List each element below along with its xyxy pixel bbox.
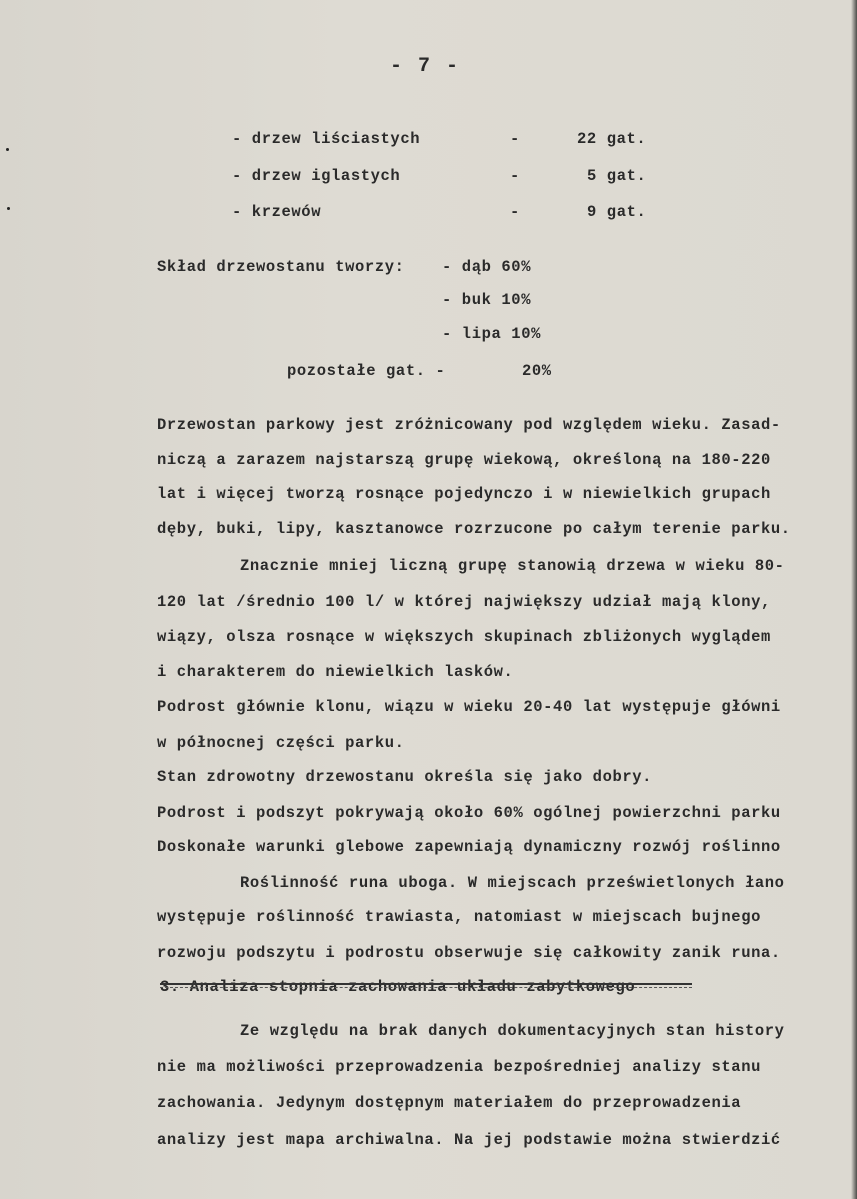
species-dash: - xyxy=(510,130,520,148)
heading-underline xyxy=(160,987,692,988)
body-line: lat i więcej tworzą rosnące pojedynczo i w niewielkich grupach xyxy=(157,485,771,503)
composition-item: - lipa 10% xyxy=(442,325,542,343)
body-line: Ze względu na brak danych dokumentacyjnych stan history xyxy=(240,1022,785,1040)
body-line: występuje roślinność trawiasta, natomiast w miejscach bujnego xyxy=(157,908,761,926)
species-value: 5 gat. xyxy=(587,167,647,185)
species-label: - drzew liściastych xyxy=(232,130,421,148)
composition-other-value: 20% xyxy=(522,362,552,380)
body-line: Stan zdrowotny drzewostanu określa się jako dobry. xyxy=(157,768,653,786)
body-line: Doskonałe warunki glebowe zapewniają dynamiczny rozwój roślinno xyxy=(157,838,781,856)
body-line: niczą a zarazem najstarszą grupę wiekową, określoną na 180-220 xyxy=(157,451,771,469)
species-label: - drzew iglastych xyxy=(232,167,401,185)
composition-item: - buk 10% xyxy=(442,291,532,309)
composition-item: - dąb 60% xyxy=(442,258,532,276)
body-line: Podrost i podszyt pokrywają około 60% ogólnej powierzchni parku xyxy=(157,804,781,822)
species-value: 9 gat. xyxy=(587,203,647,221)
body-line: zachowania. Jedynym dostępnym materiałem do przeprowadzenia xyxy=(157,1094,742,1112)
body-line: Roślinność runa uboga. W miejscach prześwietlonych łano xyxy=(240,874,785,892)
body-line: rozwoju podszytu i podrostu obserwuje się całkowity zanik runa. xyxy=(157,944,781,962)
body-line: dęby, buki, lipy, kasztanowce rozrzucone po całym terenie parku. xyxy=(157,520,791,538)
species-dash: - xyxy=(510,203,520,221)
margin-mark xyxy=(7,207,10,210)
body-line: analizy jest mapa archiwalna. Na jej podstawie można stwierdzić xyxy=(157,1131,781,1149)
body-line: 120 lat /średnio 100 l/ w której największy udział mają klony, xyxy=(157,593,771,611)
section-heading: 3. Analiza stopnia zachowania układu zabytkowego xyxy=(160,978,636,996)
margin-mark xyxy=(6,148,9,151)
composition-other-label: pozostałe gat. - xyxy=(287,362,446,380)
heading-underline xyxy=(160,983,692,985)
body-line: Znacznie mniej liczną grupę stanowią drzewa w wieku 80- xyxy=(240,557,785,575)
page-number: - 7 - xyxy=(390,55,461,78)
page-edge-shadow xyxy=(851,0,857,1199)
body-line: i charakterem do niewielkich lasków. xyxy=(157,663,514,681)
body-line: Podrost głównie klonu, wiązu w wieku 20-40 lat występuje główni xyxy=(157,698,781,716)
species-dash: - xyxy=(510,167,520,185)
body-line: wiązy, olsza rosnące w większych skupinach zbliżonych wyglądem xyxy=(157,628,771,646)
composition-intro: Skład drzewostanu tworzy: xyxy=(157,258,405,276)
body-line: Drzewostan parkowy jest zróżnicowany pod względem wieku. Zasad- xyxy=(157,416,781,434)
body-line: w północnej części parku. xyxy=(157,734,405,752)
species-value: 22 gat. xyxy=(577,130,647,148)
species-label: - krzewów xyxy=(232,203,322,221)
body-line: nie ma możliwości przeprowadzenia bezpośredniej analizy stanu xyxy=(157,1058,761,1076)
